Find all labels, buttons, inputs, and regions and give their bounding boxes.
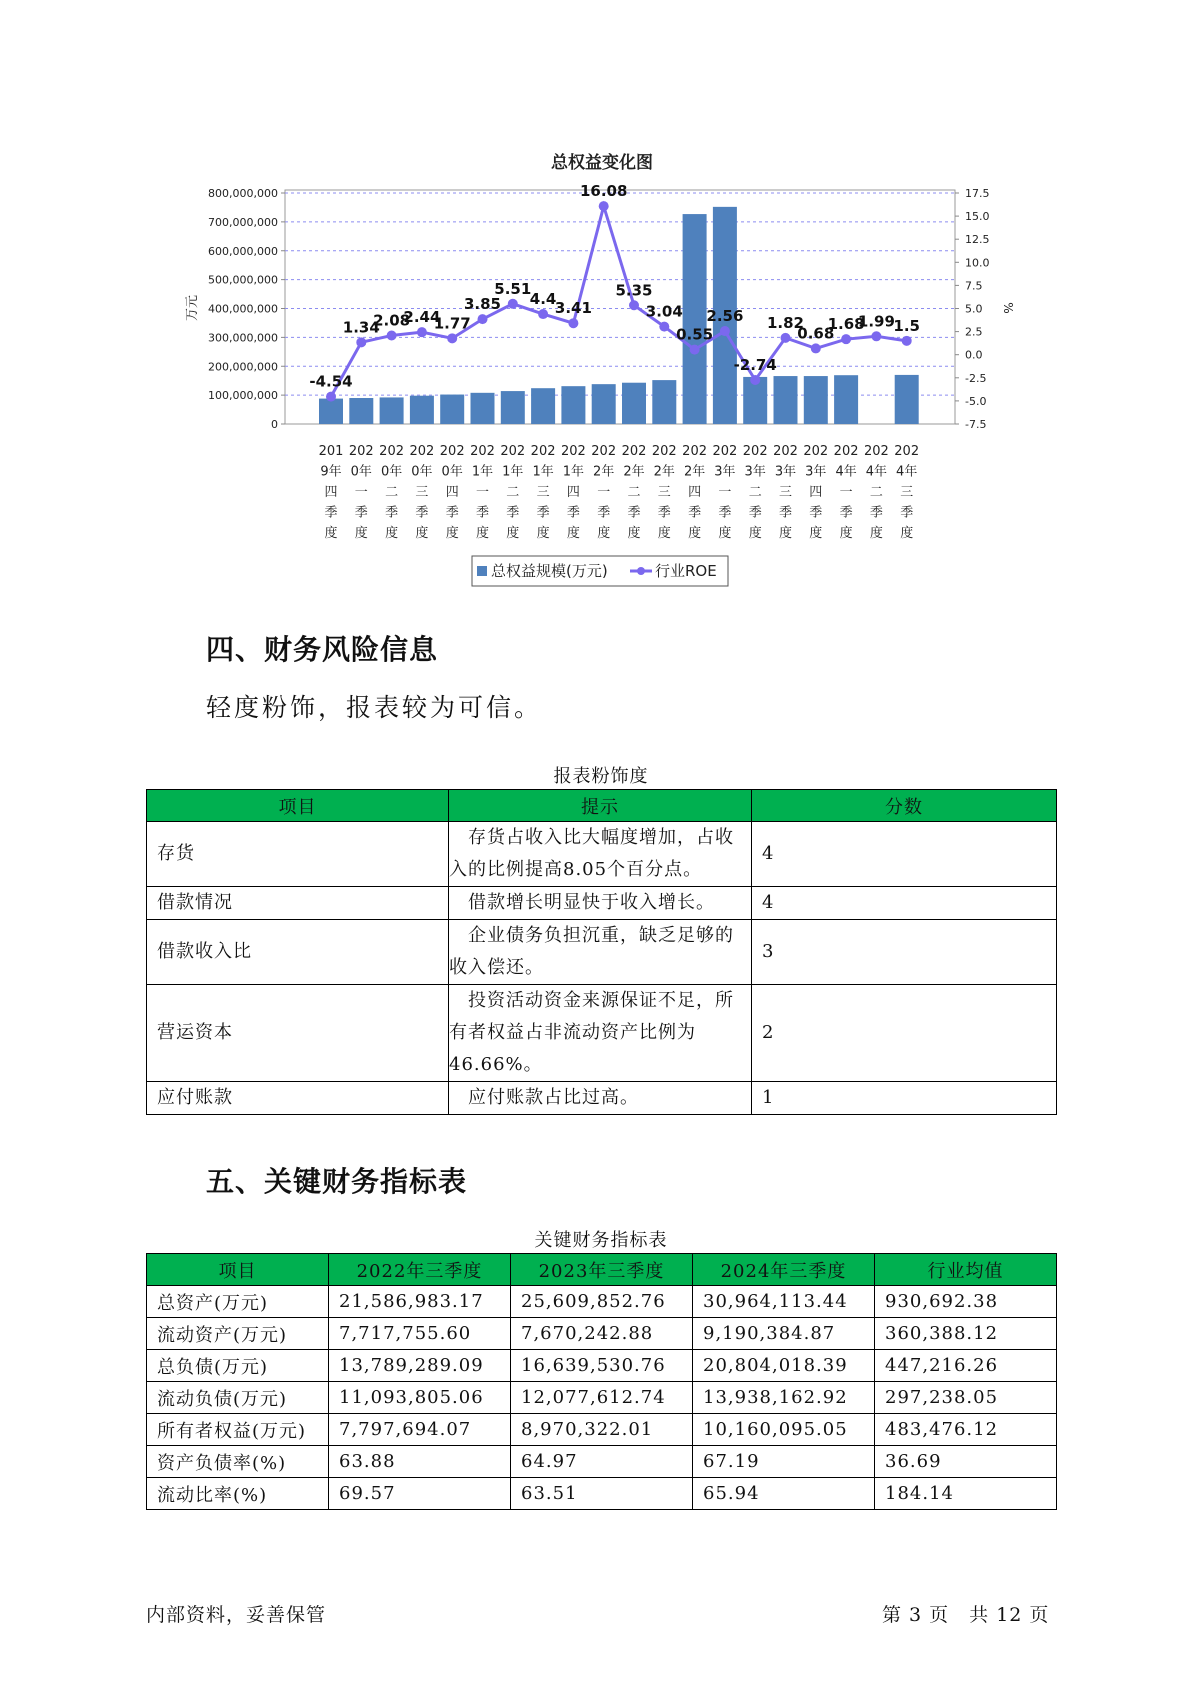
risk-score: 4 [752, 887, 1057, 920]
x-tick-label: 季 [506, 505, 520, 521]
x-tick-label: 2年 [683, 464, 706, 480]
table-row [147, 1478, 1057, 1510]
x-tick-label: 0年 [411, 464, 433, 480]
roe-data-label: 3.41 [554, 299, 592, 318]
roe-point [750, 375, 760, 385]
kpi-value: 36.69 [875, 1446, 1057, 1478]
table-row [147, 985, 1057, 1082]
kpi-value: 13,789,289.09 [329, 1350, 511, 1382]
x-tick-label: 季 [688, 505, 702, 521]
y-left-axis-label: 万元 [185, 294, 200, 322]
kpi-table-caption: 关键财务指标表 [534, 1230, 668, 1251]
roe-point [417, 327, 427, 337]
roe-point [538, 309, 548, 319]
x-tick-label: 一 [354, 485, 368, 500]
risk-table-header-row [147, 790, 1057, 822]
x-tick-label: 度 [718, 526, 732, 541]
x-tick-label: 季 [536, 505, 550, 521]
kpi-value: 12,077,612.74 [511, 1382, 693, 1414]
y-left-tick-label: 400,000,000 [208, 302, 278, 316]
risk-hint-line: 投资活动资金来源保证不足，所 [449, 990, 734, 1011]
roe-point [599, 201, 609, 211]
kpi-item: 流动资产(万元) [147, 1318, 329, 1350]
bar [895, 375, 919, 424]
kpi-item: 所有者权益(万元) [147, 1414, 329, 1446]
roe-point [659, 322, 669, 332]
chart-title: 总权益变化图 [551, 153, 653, 173]
x-tick-label: 202 [682, 444, 708, 459]
kpi-value: 7,797,694.07 [329, 1414, 511, 1446]
x-tick-label: 度 [475, 526, 490, 541]
kpi-value: 297,238.05 [875, 1382, 1057, 1414]
kpi-value: 360,388.12 [875, 1318, 1057, 1350]
bar [501, 391, 525, 424]
kpi-header-item: 项目 [147, 1254, 329, 1286]
roe-point [508, 299, 518, 309]
x-tick-label: 度 [597, 526, 611, 541]
x-tick-label: 度 [809, 526, 823, 541]
kpi-value: 10,160,095.05 [693, 1414, 875, 1446]
x-tick-label: 二 [627, 485, 641, 500]
x-tick-label: 3年 [714, 464, 736, 480]
x-tick-label: 202 [894, 444, 920, 459]
risk-header-score: 分数 [752, 790, 1057, 822]
kpi-value: 447,216.26 [875, 1350, 1057, 1382]
risk-summary-text: 轻度粉饰，报表较为可信。 [206, 693, 543, 722]
roe-data-label: 1.99 [857, 312, 895, 331]
bar [622, 383, 646, 424]
kpi-section-heading: 五、关键财务指标表 [206, 1165, 468, 1198]
risk-hint [449, 985, 752, 1082]
bar [834, 375, 858, 424]
risk-item: 存货 [147, 822, 449, 887]
roe-point [356, 337, 366, 347]
roe-point [568, 318, 578, 328]
y-left-tick-label: 800,000,000 [208, 187, 278, 200]
roe-data-label: 0.68 [797, 324, 835, 343]
table-row [147, 1350, 1057, 1382]
x-tick-label: 度 [839, 526, 853, 541]
kpi-value: 11,093,805.06 [329, 1382, 511, 1414]
x-tick-label: 度 [536, 526, 550, 541]
x-tick-label: 季 [324, 505, 338, 521]
x-tick-label: 202 [500, 444, 526, 459]
x-tick-label: 一 [839, 485, 853, 500]
x-tick-label: 三 [536, 485, 550, 500]
kpi-value: 13,938,162.92 [693, 1382, 875, 1414]
bar [531, 388, 555, 424]
x-tick-label: 202 [742, 444, 768, 459]
x-tick-label: 3年 [774, 464, 797, 480]
x-tick-label: 0年 [380, 464, 403, 480]
x-tick-label: 三 [657, 485, 671, 500]
y-left-tick-label: 500,000,000 [208, 273, 278, 287]
y-left-tick-label: 600,000,000 [208, 244, 278, 258]
y-right-axis-label: % [1001, 302, 1015, 314]
x-tick-label: 202 [560, 444, 586, 459]
x-tick-label: 202 [773, 444, 798, 459]
y-right-tick-label: -2.5 [965, 371, 987, 385]
kpi-item: 流动负债(万元) [147, 1382, 329, 1414]
kpi-value: 9,190,384.87 [693, 1318, 875, 1350]
kpi-value: 67.19 [693, 1446, 875, 1478]
x-tick-label: 度 [506, 526, 520, 541]
x-tick-label: 2年 [653, 464, 675, 480]
x-tick-label: 1年 [532, 464, 554, 480]
y-left-tick-label: 100,000,000 [208, 389, 278, 403]
x-tick-label: 202 [470, 444, 495, 459]
x-tick-label: 二 [385, 485, 399, 500]
risk-hint-line: 46.66%。 [449, 1054, 543, 1075]
kpi-value: 7,717,755.60 [329, 1318, 511, 1350]
x-tick-label: 季 [385, 505, 399, 521]
x-tick-label: 202 [348, 444, 374, 459]
x-tick-label: 季 [445, 505, 459, 521]
x-tick-label: 季 [839, 505, 853, 521]
x-tick-label: 度 [688, 526, 702, 541]
x-tick-label: 度 [869, 526, 883, 541]
roe-data-label: 2.44 [403, 308, 441, 327]
roe-point [841, 334, 851, 344]
x-tick-label: 2年 [593, 464, 615, 480]
risk-score: 1 [752, 1082, 1057, 1115]
roe-point [629, 300, 639, 310]
bar [440, 395, 464, 424]
x-tick-label: 度 [566, 526, 580, 541]
risk-hint [449, 920, 752, 985]
kpi-value: 7,670,242.88 [511, 1318, 693, 1350]
y-right-tick-label: -7.5 [965, 418, 987, 431]
x-tick-label: 季 [718, 505, 732, 521]
bar [683, 214, 707, 424]
y-left-tick-label: 700,000,000 [208, 215, 278, 229]
x-tick-label: 度 [415, 526, 429, 541]
risk-hint [449, 822, 752, 887]
roe-point [720, 326, 730, 336]
table-row [147, 1318, 1057, 1350]
x-tick-label: 202 [530, 444, 556, 459]
kpi-table-header-row [147, 1254, 1057, 1286]
table-row [147, 1382, 1057, 1414]
x-tick-label: 度 [627, 526, 641, 541]
x-tick-label: 二 [748, 485, 762, 500]
x-tick-label: 202 [409, 444, 435, 459]
legend-bar-swatch [477, 566, 487, 576]
risk-score: 3 [752, 920, 1057, 985]
x-tick-label: 一 [597, 485, 611, 500]
bar [319, 399, 343, 424]
risk-section-heading: 四、财务风险信息 [206, 633, 439, 666]
x-tick-label: 度 [657, 526, 671, 541]
bar [380, 397, 404, 424]
risk-hint-line: 借款增长明显快于收入增长。 [449, 892, 715, 913]
x-tick-label: 四 [324, 485, 338, 500]
risk-table [146, 789, 1057, 1115]
roe-line [331, 206, 907, 397]
risk-item: 应付账款 [147, 1082, 449, 1115]
kpi-value: 30,964,113.44 [693, 1286, 875, 1318]
table-row [147, 1446, 1057, 1478]
risk-hint-line: 收入偿还。 [449, 957, 544, 978]
table-row [147, 1082, 1057, 1115]
risk-hint-line: 有者权益占非流动资产比例为 [449, 1022, 696, 1043]
x-tick-label: 202 [833, 444, 859, 459]
roe-point [447, 333, 457, 343]
roe-data-label: 5.51 [494, 279, 532, 298]
x-tick-label: 度 [445, 526, 459, 541]
roe-data-label: 5.35 [615, 281, 653, 300]
legend-line-label: 行业ROE [655, 562, 717, 580]
x-tick-label: 202 [591, 444, 617, 459]
kpi-value: 63.88 [329, 1446, 511, 1478]
x-tick-label: 202 [651, 444, 677, 459]
x-tick-label: 二 [506, 485, 520, 500]
bar [804, 376, 828, 424]
y-right-tick-label: 2.5 [965, 325, 983, 339]
y-right-tick-label: 7.5 [965, 279, 983, 293]
kpi-header-2022: 2022年三季度 [329, 1254, 511, 1286]
table-row [147, 887, 1057, 920]
kpi-table [146, 1253, 1057, 1510]
legend-line-marker [637, 567, 645, 575]
y-right-tick-label: 12.5 [965, 233, 990, 247]
risk-hint [449, 887, 752, 920]
x-tick-label: 3年 [805, 464, 827, 480]
bar [774, 376, 798, 424]
kpi-value: 8,970,322.01 [511, 1414, 693, 1446]
x-tick-label: 一 [718, 485, 732, 500]
x-tick-label: 四 [566, 485, 580, 500]
x-tick-label: 季 [354, 505, 368, 521]
roe-data-label: 1.5 [893, 316, 920, 335]
kpi-value: 25,609,852.76 [511, 1286, 693, 1318]
risk-item: 借款收入比 [147, 920, 449, 985]
legend-bar-label: 总权益规模(万元) [491, 562, 608, 580]
x-tick-label: 三 [415, 485, 429, 500]
y-right-tick-label: 17.5 [965, 187, 990, 200]
x-tick-label: 三 [900, 485, 914, 500]
kpi-value: 16,639,530.76 [511, 1350, 693, 1382]
x-tick-label: 季 [597, 505, 611, 521]
kpi-item: 总资产(万元) [147, 1286, 329, 1318]
roe-data-label: 0.55 [676, 325, 714, 344]
kpi-value: 930,692.38 [875, 1286, 1057, 1318]
roe-data-label: 2.56 [706, 307, 744, 326]
x-tick-label: 季 [869, 505, 883, 521]
x-tick-label: 度 [748, 526, 762, 541]
footer-page-number: 第 3 页 共 12 页 [882, 1604, 1050, 1626]
kpi-value: 69.57 [329, 1478, 511, 1510]
kpi-value: 63.51 [511, 1478, 693, 1510]
risk-header-hint: 提示 [449, 790, 752, 822]
roe-point [478, 314, 488, 324]
risk-header-item: 项目 [147, 790, 449, 822]
x-tick-label: 三 [778, 485, 793, 500]
kpi-header-industry: 行业均值 [875, 1254, 1057, 1286]
x-tick-label: 202 [863, 444, 889, 459]
bar [349, 398, 373, 424]
x-tick-label: 4年 [896, 464, 918, 480]
x-tick-label: 四 [688, 485, 702, 500]
x-tick-label: 季 [748, 505, 762, 521]
risk-hint-line: 入的比例提高8.05个百分点。 [449, 859, 703, 880]
roe-data-label: 2.08 [373, 311, 411, 330]
x-tick-label: 二 [869, 485, 883, 500]
roe-data-label: 16.08 [579, 182, 628, 201]
y-left-tick-label: 300,000,000 [208, 331, 278, 345]
roe-point [781, 333, 791, 343]
x-tick-label: 0年 [441, 464, 463, 480]
risk-hint-line: 应付账款占比过高。 [449, 1087, 639, 1108]
x-tick-label: 202 [379, 444, 405, 459]
x-tick-label: 季 [475, 505, 490, 521]
roe-point [871, 331, 881, 341]
x-tick-label: 4年 [865, 464, 888, 480]
risk-hint [449, 1082, 752, 1115]
risk-score: 2 [752, 985, 1057, 1082]
roe-point [811, 343, 821, 353]
y-left-tick-label: 200,000,000 [208, 360, 278, 374]
x-tick-label: 季 [627, 505, 641, 521]
y-right-tick-label: 0.0 [965, 348, 983, 362]
roe-point [690, 345, 700, 355]
x-tick-label: 季 [778, 505, 793, 521]
x-tick-label: 2年 [623, 464, 645, 480]
x-tick-label: 3年 [744, 464, 766, 480]
kpi-value: 483,476.12 [875, 1414, 1057, 1446]
risk-hint-line: 企业债务负担沉重，缺乏足够的 [449, 925, 734, 946]
kpi-item: 总负债(万元) [147, 1350, 329, 1382]
roe-data-label: -4.54 [309, 372, 353, 391]
x-tick-label: 202 [621, 444, 647, 459]
bar [471, 393, 495, 424]
x-tick-label: 度 [324, 526, 338, 541]
x-tick-label: 季 [415, 505, 429, 521]
risk-hint-line: 存货占收入比大幅度增加，占收 [449, 827, 734, 848]
table-row [147, 822, 1057, 887]
roe-data-label: 4.4 [529, 290, 557, 309]
kpi-value: 65.94 [693, 1478, 875, 1510]
x-tick-label: 季 [900, 505, 914, 521]
x-tick-label: 202 [712, 444, 738, 459]
table-row [147, 1286, 1057, 1318]
roe-data-label: 1.68 [827, 315, 865, 334]
roe-point [326, 392, 336, 402]
kpi-header-2024: 2024年三季度 [693, 1254, 875, 1286]
y-left-tick-label: 0 [271, 418, 278, 431]
risk-item: 营运资本 [147, 985, 449, 1082]
x-tick-label: 201 [318, 444, 344, 459]
x-tick-label: 度 [385, 526, 399, 541]
roe-data-label: 3.85 [463, 295, 502, 314]
x-tick-label: 1年 [471, 464, 494, 480]
y-right-tick-label: 10.0 [965, 256, 990, 270]
roe-point [902, 336, 912, 346]
y-right-tick-label: 5.0 [965, 302, 983, 316]
x-tick-label: 1年 [562, 464, 585, 480]
x-tick-label: 0年 [350, 464, 372, 480]
x-tick-label: 202 [439, 444, 465, 459]
bar [410, 396, 434, 424]
x-tick-label: 度 [778, 526, 793, 541]
risk-score: 4 [752, 822, 1057, 887]
roe-point [387, 330, 397, 340]
roe-data-label: 1.82 [766, 313, 805, 332]
x-tick-label: 202 [803, 444, 829, 459]
kpi-value: 184.14 [875, 1478, 1057, 1510]
x-tick-label: 季 [657, 505, 671, 521]
kpi-item: 流动比率(%) [147, 1478, 329, 1510]
kpi-value: 21,586,983.17 [329, 1286, 511, 1318]
kpi-header-2023: 2023年三季度 [511, 1254, 693, 1286]
bar [592, 384, 616, 424]
roe-data-label: 1.77 [433, 314, 471, 333]
x-tick-label: 度 [900, 526, 914, 541]
x-tick-label: 季 [809, 505, 823, 521]
roe-data-label: 1.34 [342, 318, 380, 337]
x-tick-label: 季 [566, 505, 580, 521]
y-right-tick-label: 15.0 [965, 210, 990, 224]
table-row [147, 1414, 1057, 1446]
roe-data-label: 3.04 [645, 302, 683, 321]
risk-table-caption: 报表粉饰度 [553, 766, 649, 787]
x-tick-label: 度 [354, 526, 368, 541]
x-tick-label: 9年 [320, 464, 342, 480]
table-row [147, 920, 1057, 985]
kpi-item: 资产负债率(%) [147, 1446, 329, 1478]
risk-item: 借款情况 [147, 887, 449, 920]
y-right-tick-label: -5.0 [965, 394, 987, 408]
x-tick-label: 1年 [502, 464, 524, 480]
x-tick-label: 四 [445, 485, 459, 500]
x-tick-label: 一 [475, 485, 490, 500]
equity-chart [0, 0, 1191, 600]
bar [561, 386, 585, 424]
x-tick-label: 四 [809, 485, 823, 500]
equity-chart-svg [0, 0, 1191, 600]
bar [652, 380, 676, 424]
kpi-value: 20,804,018.39 [693, 1350, 875, 1382]
kpi-value: 64.97 [511, 1446, 693, 1478]
x-tick-label: 4年 [835, 464, 857, 480]
roe-data-label: -2.74 [733, 356, 777, 375]
footer-confidential-note: 内部资料，妥善保管 [146, 1604, 327, 1626]
